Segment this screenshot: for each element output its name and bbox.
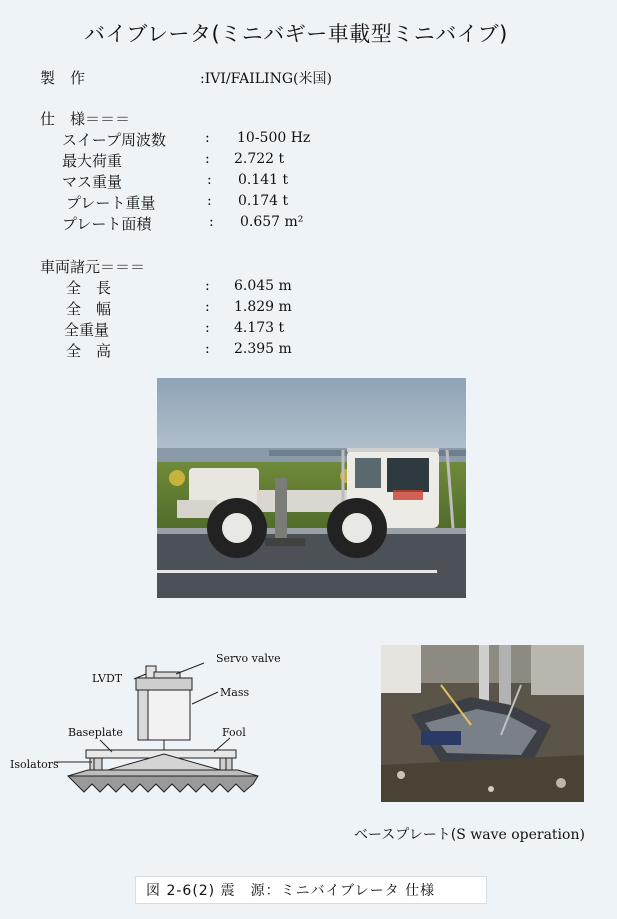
vehicle-value: 6.045 m: [234, 278, 292, 294]
spec-colon: :: [207, 172, 212, 188]
spec-label: スイープ周波数: [62, 131, 166, 149]
vehicle-heading: 車両諸元＝＝＝: [40, 258, 146, 276]
spec-label: 最大荷重: [62, 152, 123, 170]
vehicle-label: 全重量: [64, 321, 110, 339]
mass-label: Mass: [220, 686, 250, 699]
vehicle-value: 1.829 m: [234, 299, 292, 315]
vehicle-label: 全 幅: [66, 300, 112, 318]
baseplate-photo: [381, 645, 584, 802]
photo-caption-jp: ベースプレート(: [354, 827, 457, 843]
spec-colon: :: [205, 130, 210, 146]
baseplate-label: Baseplate: [68, 726, 123, 739]
spec-value: 2.722 t: [234, 151, 285, 167]
vehicle-value: 2.395 m: [234, 341, 292, 357]
isolators-label: Isolators: [10, 758, 59, 771]
spec-label: マス重量: [62, 173, 123, 191]
spec-colon: :: [209, 214, 214, 230]
photo-caption: [354, 824, 585, 844]
vehicle-photo: [157, 378, 466, 598]
vehicle-value: 4.173 t: [234, 320, 285, 336]
vehicle-colon: :: [205, 278, 210, 294]
figure-caption: 図 2-6(2) 震 源：ミニバイブレータ 仕様: [135, 876, 487, 904]
vehicle-colon: :: [205, 320, 210, 336]
spec-colon: :: [205, 151, 210, 167]
spec-value: 10-500 Hz: [237, 130, 311, 146]
vehicle-label: 全 高: [66, 342, 112, 360]
vibrator-diagram: [8, 650, 281, 800]
maker-label: 製 作: [40, 69, 86, 87]
servo-valve-label: Servo valve: [216, 652, 281, 665]
spec-value: 0.141 t: [238, 172, 289, 188]
lvdt-label: LVDT: [92, 672, 123, 685]
spec-label: プレート面積: [62, 215, 152, 233]
fool-label: Fool: [222, 726, 246, 739]
vehicle-label: 全 長: [66, 279, 112, 297]
vehicle-colon: :: [205, 341, 210, 357]
maker-value: :IVI/FAILING(米国): [200, 71, 332, 87]
page-title: バイブレータ(ミニバギー車載型ミニバイブ): [84, 22, 508, 46]
spec-colon: :: [207, 193, 212, 209]
spec-value: 0.657 m²: [240, 214, 304, 230]
spec-label: プレート重量: [66, 194, 156, 212]
photo-caption-en: S wave operation): [456, 827, 585, 843]
spec-heading: 仕 様＝＝＝: [40, 110, 131, 128]
spec-value: 0.174 t: [238, 193, 289, 209]
vehicle-colon: :: [205, 299, 210, 315]
